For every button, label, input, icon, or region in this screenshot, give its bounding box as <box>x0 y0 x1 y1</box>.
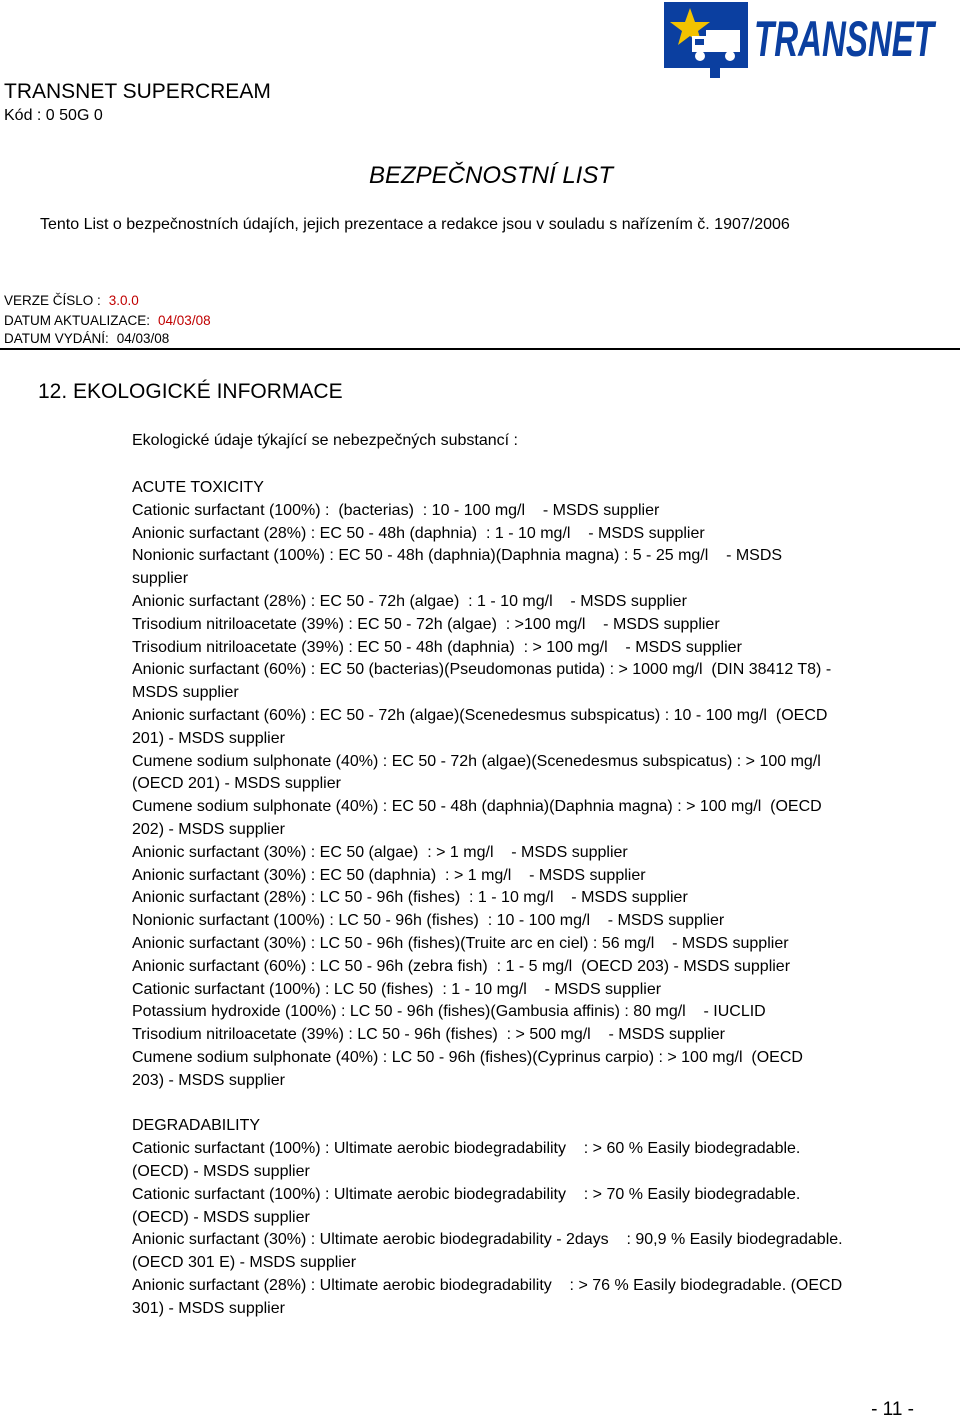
page-number: - 11 - <box>871 1399 914 1420</box>
degradability-line: Cationic surfactant (100%) : Ultimate aerobic biodegradability : > 60 % Easily biodegradable. <box>132 1140 801 1158</box>
toxicity-line: Cumene sodium sulphonate (40%) : EC 50 - 48h (daphnia)(Daphnia magna) : > 100 mg/l (OECD <box>132 798 822 816</box>
toxicity-line: Anionic surfactant (30%) : LC 50 - 96h (fishes)(Truite arc en ciel) : 56 mg/l - MSDS supplier <box>132 934 789 952</box>
issued-row <box>4 331 169 346</box>
toxicity-line: Nonionic surfactant (100%) : LC 50 - 96h (fishes) : 10 - 100 mg/l - MSDS supplier <box>132 912 725 930</box>
degradability-list <box>132 1138 958 1320</box>
regulation-statement: Tento List o bezpečnostních údajích, jejich prezentace a redakce jsou v souladu s nařízením č. 1907/2006 <box>40 216 790 233</box>
header-divider <box>0 348 960 350</box>
degradability-line: 301) - MSDS supplier <box>132 1299 285 1317</box>
version-label: VERZE ČÍSLO : <box>4 293 101 308</box>
degradability-heading: DEGRADABILITY <box>132 1117 261 1135</box>
updated-row <box>4 313 211 328</box>
transnet-logo <box>662 0 938 80</box>
spacer <box>132 1093 958 1116</box>
toxicity-line: supplier <box>132 570 189 588</box>
degradability-line: Anionic surfactant (28%) : Ultimate aerobic biodegradability : > 76 % Easily biodegradable. (OECD <box>132 1276 843 1294</box>
toxicity-line: (OECD 201) - MSDS supplier <box>132 775 341 793</box>
toxicity-line: Anionic surfactant (60%) : EC 50 (bacterias)(Pseudomonas putida) : > 1000 mg/l (DIN 38412 T8) - <box>132 661 832 679</box>
toxicity-line: MSDS supplier <box>132 684 239 702</box>
toxicity-line: Anionic surfactant (30%) : EC 50 (algae) : > 1 mg/l - MSDS supplier <box>132 843 628 861</box>
toxicity-line: Trisodium nitriloacetate (39%) : EC 50 - 72h (algae) : >100 mg/l - MSDS supplier <box>132 615 720 633</box>
toxicity-line: Cumene sodium sulphonate (40%) : EC 50 - 72h (algae)(Scenedesmus subspicatus) : > 100 mg/l <box>132 752 821 770</box>
product-name: TRANSNET SUPERCREAM <box>4 80 271 103</box>
svg-text:TRANSNET: TRANSNET <box>754 11 937 67</box>
document-title: BEZPEČNOSTNÍ LIST <box>368 162 614 189</box>
logo-graphic <box>662 0 938 80</box>
issued-value: 04/03/08 <box>116 331 170 346</box>
toxicity-line: Anionic surfactant (28%) : LC 50 - 96h (fishes) : 1 - 10 mg/l - MSDS supplier <box>132 889 688 907</box>
degradability-line: (OECD) - MSDS supplier <box>132 1208 310 1226</box>
toxicity-line: Potassium hydroxide (100%) : LC 50 - 96h (fishes)(Gambusia affinis) : 80 mg/l - IUCLID <box>132 1003 766 1021</box>
version-row <box>4 293 139 308</box>
toxicity-line: Anionic surfactant (30%) : EC 50 (daphnia) : > 1 mg/l - MSDS supplier <box>132 866 646 884</box>
toxicity-line: Nonionic surfactant (100%) : EC 50 - 48h (daphnia)(Daphnia magna) : 5 - 25 mg/l - MSDS <box>132 547 783 565</box>
degradability-line: Cationic surfactant (100%) : Ultimate aerobic biodegradability : > 70 % Easily biodegradable. <box>132 1185 801 1203</box>
updated-value: 04/03/08 <box>158 313 211 328</box>
toxicity-line: Cationic surfactant (100%) : (bacterias) : 10 - 100 mg/l - MSDS supplier <box>132 501 660 519</box>
product-code: Kód : 0 50G 0 <box>4 107 103 124</box>
toxicity-heading: ACUTE TOXICITY <box>132 479 264 496</box>
toxicity-line: Trisodium nitriloacetate (39%) : LC 50 - 96h (fishes) : > 500 mg/l - MSDS supplier <box>132 1026 725 1044</box>
toxicity-list <box>132 500 958 1093</box>
toxicity-line: Anionic surfactant (28%) : EC 50 - 48h (daphnia) : 1 - 10 mg/l - MSDS supplier <box>132 524 705 542</box>
section-title: 12. EKOLOGICKÉ INFORMACE <box>38 380 343 403</box>
toxicity-line: Trisodium nitriloacetate (39%) : EC 50 - 48h (daphnia) : > 100 mg/l - MSDS supplier <box>132 638 742 656</box>
toxicity-line: Cumene sodium sulphonate (40%) : LC 50 - 96h (fishes)(Cyprinus carpio) : > 100 mg/l (OECD <box>132 1048 803 1066</box>
issued-label: DATUM VYDÁNÍ: <box>4 331 109 346</box>
toxicity-line: 202) - MSDS supplier <box>132 820 285 838</box>
version-value: 3.0.0 <box>108 293 139 308</box>
updated-label: DATUM AKTUALIZACE: <box>4 313 151 328</box>
degradability-line: (OECD 301 E) - MSDS supplier <box>132 1254 357 1272</box>
section-intro: Ekologické údaje týkající se nebezpečných substancí : <box>132 432 518 449</box>
toxicity-line: 201) - MSDS supplier <box>132 729 285 747</box>
toxicity-line: Cationic surfactant (100%) : LC 50 (fishes) : 1 - 10 mg/l - MSDS supplier <box>132 980 662 998</box>
toxicity-line: Anionic surfactant (60%) : LC 50 - 96h (zebra fish) : 1 - 5 mg/l (OECD 203) - MSDS supplier <box>132 957 791 975</box>
toxicity-line: Anionic surfactant (60%) : EC 50 - 72h (algae)(Scenedesmus subspicatus) : 10 - 100 mg/l (OECD <box>132 706 828 724</box>
toxicity-line: Anionic surfactant (28%) : EC 50 - 72h (algae) : 1 - 10 mg/l - MSDS supplier <box>132 592 687 610</box>
toxicity-line: 203) - MSDS supplier <box>132 1071 285 1089</box>
section-body <box>132 477 958 1320</box>
degradability-line: Anionic surfactant (30%) : Ultimate aerobic biodegradability - 2days : 90,9 % Easily biodegradable. <box>132 1231 843 1249</box>
degradability-line: (OECD) - MSDS supplier <box>132 1162 310 1180</box>
